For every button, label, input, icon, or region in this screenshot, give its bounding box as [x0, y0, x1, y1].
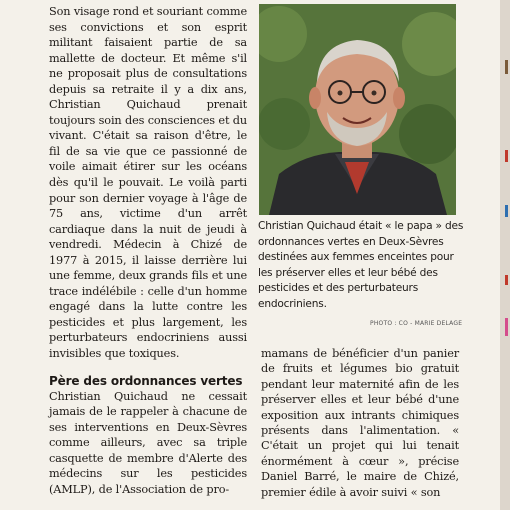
edge-mark	[505, 60, 508, 74]
photo-credit: PHOTO : CO - MARIE DELAGE	[370, 320, 463, 327]
section-subheading: Père des ordonnances vertes	[49, 373, 243, 388]
portrait-photo	[259, 4, 456, 215]
left-column	[49, 4, 247, 497]
photo-caption: Christian Quichaud était « le papa » des ordonnances vertes en Deux-Sèvres destinées aux femmes enceintes pour les préserver elles et leur bébé des pesticides et des perturbateurs endocriniens.	[258, 220, 464, 310]
right-column-text: mamans de bénéficier d'un panier de fruits et légumes bio gratuit pendant leur maternité afin de les préserver elles et leur bébé d'une exposition aux intrants chimiques présents dans l'alimentation. « C'était un projet qui lui tenait énormément à cœur », précise Daniel Barré, le maire de Chizé, premier édile à avoir suivi « son	[261, 347, 459, 499]
page-edge	[500, 0, 510, 510]
right-column	[261, 346, 459, 500]
article-intro: Son visage rond et souriant comme ses convictions et son esprit militant faisaient partie de sa mallette de docteur. Et même s'il ne proposait plus de consultations depuis sa retraite il y a dix ans, Christian Quichaud prenait toujours soin des consciences et du vivant. C'était sa raison d'être, le fil de sa vie que ce passionné de voile aimait étirer sur les océans dès qu'il le pouvait. Le voilà parti pour son dernier voyage à l'âge de 75 ans, victime d'un arrêt cardiaque dans la nuit de jeudi à vendredi. Médecin à Chizé de 1977 à 2015, il laisse derrière lui une femme, deux grands fils et une trace indélébile : celle d'un homme engagé dans la lutte contre les pesticides et plus largement, les perturbateurs endocriniens aussi invisibles que toxiques.	[49, 5, 247, 361]
edge-mark	[505, 318, 508, 336]
portrait-illustration	[259, 4, 456, 215]
edge-mark	[505, 150, 508, 162]
section-text: Christian Quichaud ne cessait jamais de le rappeler à chacune de ses interventions en Deux-Sèvres comme ailleurs, avec sa triple casquette de membre d'Alerte des médecins sur les pesticides (AMLP), de l'Association de pro-	[49, 389, 247, 496]
edge-mark	[505, 205, 508, 217]
edge-mark	[505, 275, 508, 285]
